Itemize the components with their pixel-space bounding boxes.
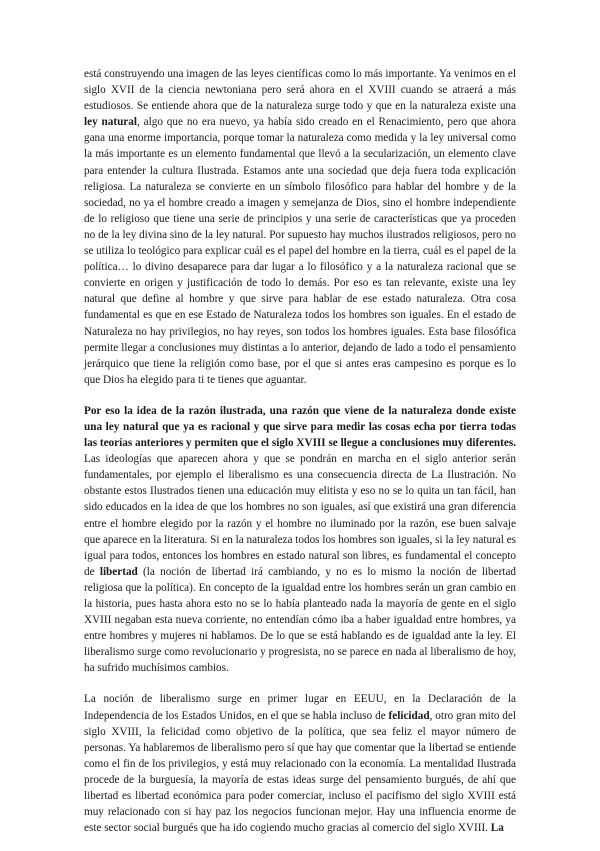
bold-term-felicidad: felicidad [388, 709, 430, 722]
bold-lead-sentence: Por eso la idea de la razón ilustrada, una razón que viene de la naturaleza donde existe una ley natural que ya es racional y que sirve para medir las cosas echa por tierra todas las teorías anteriores y permiten que el siglo XVIII se llegue a conclusiones muy diferentes. [84, 404, 516, 450]
bold-term-la: La [490, 822, 504, 835]
document-body [84, 66, 516, 851]
text-run: (la noción de libertad irá cambiando, y no es lo mismo la noción de libertad religiosa que la política). En concepto de la igualdad entre los hombres serán un gran cambio en la historia, pues hasta ahora esto no se lo había planteado nada la mayoría de gente en el siglo XVIII negaban esta nueva corriente, no entendían cómo iba a haber igualdad entre hombres, ya entre hombres y mujeres ni hablamos. De lo que se está hablando es de igualdad ante la ley. El liberalismo surge como revolucionario y progresista, no se parece en nada al liberalismo de hoy, ha sufrido muchísimos cambios. [84, 565, 517, 675]
paragraph-liberalismo [84, 691, 516, 836]
bold-term-libertad: libertad [99, 565, 138, 578]
text-run: Las ideologías que aparecen ahora y que se pondrán en marcha en el siglo anterior serán fundamentales, por ejemplo el liberalismo es una consecuencia directa de La Ilustración. No obstante estos Ilustrados tienen una educación muy elitista y eso no se lo quita un tan fácil, han sido educados en la idea de que los hombres no son iguales, así que existirá una gran diferencia entre el hombre elegido por la razón y el hombre no iluminado por la razón, ese buen salvaje que aparece en la literatura. Si en la naturaleza todos los hombres son iguales, si la ley natural es igual para todos, entonces los hombres en estado natural son libres, es fundamental el concepto de [84, 453, 516, 578]
paragraph-ley-natural [84, 66, 516, 388]
paragraph-razon-ilustrada [84, 403, 516, 677]
text-run: está construyendo una imagen de las leyes científicas como lo más importante. Ya venimos en el siglo XVII de la ciencia newtoniana pero será ahora en el XVIII cuando se atraerá a más estudiosos. Se entiende ahora que de la naturaleza surge todo y que en la naturaleza existe una [84, 68, 516, 113]
text-run: , otro gran mito del siglo XVIII, la felicidad como objetivo de la política, que sea feliz el mayor número de personas. Ya hablaremos de liberalismo pero sí que hay que comentar que la libertad se entiende como el fin de los privilegios, y está muy relacionado con la economía. La mentalidad Ilustrada procede de la burguesía, la mayoría de estas ideas surge del pensamiento burgués, de ahí que libertad es libertad económica para poder comerciar, incluso el pacifismo del siglo XVIII está muy relacionado con si hay paz los negocios funcionan mejor. Hay una influencia enorme de este sector social burgués que ha ido cogiendo mucho gracias al comercio del siglo XVIII. [84, 709, 516, 835]
text-run: La noción de liberalismo surge en primer lugar en EEUU, en la Declaración de la Independencia de los Estados Unidos, en el que se habla incluso de [84, 693, 516, 722]
text-run: , algo que no era nuevo, ya había sido creado en el Renacimiento, pero que ahora gana una enorme importancia, porque tomar la naturaleza como medida y la ley universal como la más importante es un elemento fundamental que llevó a la secularización, un elemento clave para entender la cultura Ilustrada. Estamos ante una sociedad que deja fuera toda explicación religiosa. La naturaleza se convierte en un símbolo filosófico para hablar del hombre y de la sociedad, no ya el hombre creado a imagen y semejanza de Dios, sino el hombre independiente de lo religioso que tiene una serie de principios y una serie de características que ya proceden no de la ley divina sino de la ley natural. Por supuesto hay muchos ilustrados religiosos, pero no se utiliza lo teológico para explicar cuál es el papel del hombre en la tierra, cuál es el papel de la política… lo divino desaparece para dar lugar a lo filosófico y a la naturaleza racional que se convierte en origen y justificación de todo lo demás. Por eso es tan relevante, existe una ley natural que define al hombre y que sirve para hablar de ese estado naturaleza. Otra cosa fundamental es que en ese Estado de Naturaleza todos los hombres son iguales. En el estado de Naturaleza no hay privilegios, no hay reyes, son todos los hombres iguales. Esta base filosófica permite llegar a conclusiones muy distintas a lo anterior, dejando de lado a todo el pensamiento jerárquico que tiene la religión como base, por el que si antes eras campesino es porque es lo que Dios ha elegido para ti te tienes que aguantar. [84, 116, 516, 386]
bold-term-ley-natural: ley natural [84, 116, 137, 129]
